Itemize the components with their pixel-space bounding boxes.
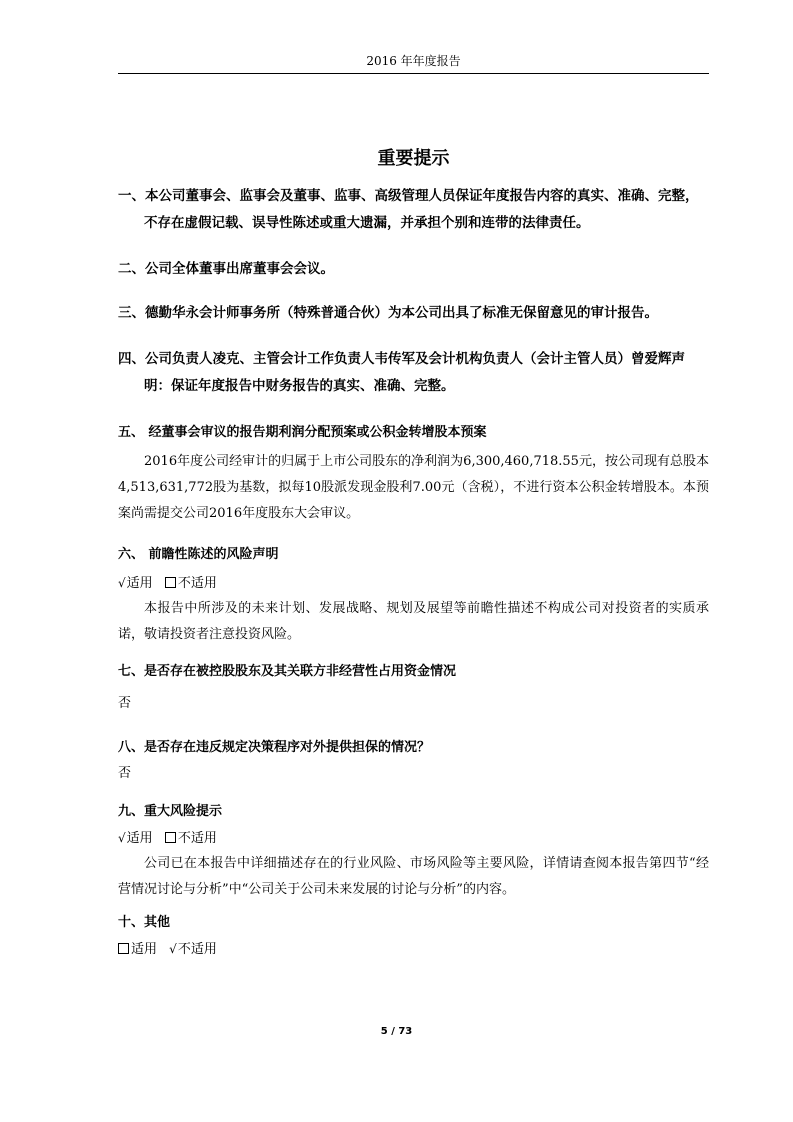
notice-four-line1: 四、公司负责人凌克、主管会计工作负责人韦传军及会计机构负责人（会计主管人员）曾爱辉声 bbox=[118, 351, 685, 367]
section-eight-heading: 八、是否存在违反规定决策程序对外提供担保的情况？ bbox=[118, 740, 431, 755]
section-nine-body: 公司已在本报告中详细描述存在的行业风险、市场风险等主要风险，详情请查阅本报告第四节“经营情况讨论与分析”中“公司关于公司未来发展的讨论与分析”的内容。 bbox=[118, 856, 709, 897]
applicable-label: 适用 bbox=[131, 942, 158, 957]
checkmark-icon: √ bbox=[118, 576, 126, 590]
checkmark-icon: √ bbox=[169, 942, 177, 956]
section-ten-heading: 十、其他 bbox=[118, 915, 171, 930]
checkbox-empty-icon bbox=[165, 577, 176, 588]
section-seven-answer: 否 bbox=[118, 696, 132, 711]
checkbox-empty-icon bbox=[118, 943, 129, 954]
section-five-body: 2016年度公司经审计的归属于上市公司股东的净利润为6,300,460,718.55元，按公司现有总股本4,513,631,772股为基数，拟每10股派发现金股利7.00元（含税），不进行资本公积金转增股本。本预案尚需提交公司2016年度股东大会审议。 bbox=[118, 454, 709, 521]
section-six bbox=[118, 543, 718, 648]
not-applicable-label: 不适用 bbox=[177, 576, 217, 591]
notice-three bbox=[118, 300, 718, 327]
not-applicable-label: 不适用 bbox=[177, 831, 217, 846]
section-nine-heading: 九、重大风险提示 bbox=[118, 804, 223, 819]
notice-one-line2: 不存在虚假记载、误导性陈述或重大遗漏，并承担个别和连带的法律责任。 bbox=[144, 215, 590, 231]
page-number: 5 / 73 bbox=[380, 1026, 413, 1037]
header-divider bbox=[118, 73, 709, 74]
page-title: 重要提示 bbox=[377, 148, 450, 169]
not-applicable-label: 不适用 bbox=[177, 942, 217, 957]
section-six-heading: 六、 前瞻性陈述的风险声明 bbox=[118, 547, 279, 562]
section-five-heading: 五、 经董事会审议的报告期利润分配预案或公积金转增股本预案 bbox=[118, 425, 487, 440]
notice-four bbox=[118, 346, 718, 400]
section-nine bbox=[118, 800, 718, 903]
section-seven bbox=[118, 660, 718, 716]
notice-three-text: 三、德勤华永会计师事务所（特殊普通合伙）为本公司出具了标准无保留意见的审计报告。 bbox=[118, 305, 658, 321]
section-eight-answer: 否 bbox=[118, 766, 132, 781]
section-ten-applicability bbox=[118, 937, 718, 962]
applicable-label: 适用 bbox=[126, 831, 153, 846]
section-eight bbox=[118, 736, 718, 786]
notice-two-text: 二、公司全体董事出席董事会会议。 bbox=[118, 261, 334, 277]
section-five bbox=[118, 421, 718, 527]
notice-one-line1: 一、本公司董事会、监事会及董事、监事、高级管理人员保证年度报告内容的真实、准确、完整， bbox=[118, 188, 699, 204]
checkmark-icon: √ bbox=[118, 831, 126, 845]
page-header: 2016 年年度报告 bbox=[366, 54, 461, 68]
notice-one bbox=[118, 183, 718, 237]
section-six-applicability bbox=[118, 571, 718, 596]
applicable-label: 适用 bbox=[126, 576, 153, 591]
notice-two bbox=[118, 256, 718, 283]
section-six-body: 本报告中所涉及的未来计划、发展战略、规划及展望等前瞻性描述不构成公司对投资者的实质承诺，敬请投资者注意投资风险。 bbox=[118, 601, 709, 642]
section-nine-applicability bbox=[118, 826, 718, 851]
notice-four-line2: 明：保证年度报告中财务报告的真实、准确、完整。 bbox=[144, 378, 455, 394]
section-ten bbox=[118, 911, 718, 962]
checkbox-empty-icon bbox=[165, 832, 176, 843]
section-seven-heading: 七、是否存在被控股股东及其关联方非经营性占用资金情况 bbox=[118, 664, 457, 679]
